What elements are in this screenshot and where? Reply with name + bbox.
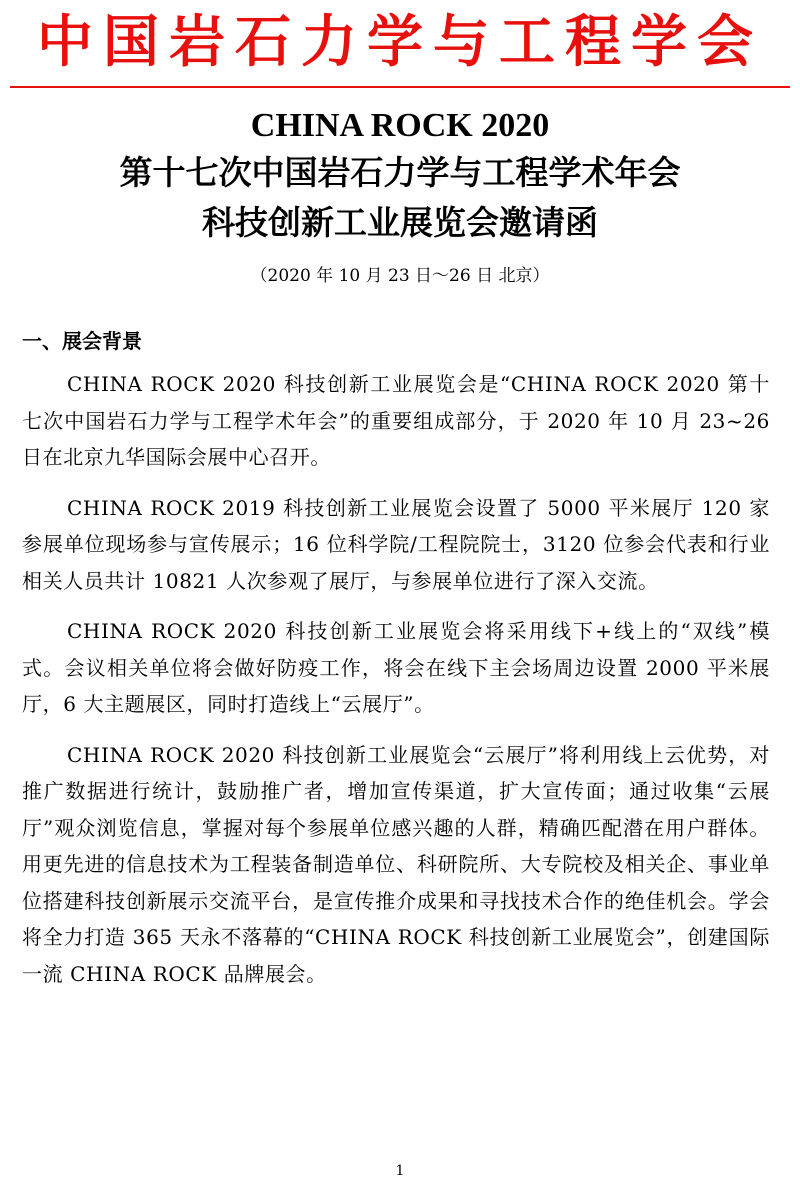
page-number: 1	[395, 1163, 405, 1179]
paragraph: CHINA ROCK 2020 科技创新工业展览会“云展厅”将利用线上云优势，对推广数据进行统计，鼓励推广者，增加宣传渠道，扩大宣传面；通过收集“云展厅”观众浏览信息，掌握对每个参展单位感兴趣的人群，精确匹配潜在用户群体。用更先进的信息技术为工程装备制造单位、科研院所、大专院校及相关企、事业单位搭建科技创新展示交流平台，是宣传推介成果和寻找技术合作的绝佳机会。学会将全力打造 365 天永不落幕的“CHINA ROCK 科技创新工业展览会”，创建国际一流 CHINA ROCK 品牌展会。	[22, 742, 770, 986]
letterhead-org-name: 中国岩石力学与工程学会	[37, 10, 763, 75]
paragraph: CHINA ROCK 2020 科技创新工业展览会将采用线下+线上的“双线”模式。会议相关单位将会做好防疫工作，将会在线下主会场周边设置 2000 平米展厅，6 大主题展区，同时打造线上“云展厅”。	[22, 619, 770, 716]
document-title	[0, 104, 800, 248]
paragraph: CHINA ROCK 2020 科技创新工业展览会是“CHINA ROCK 2020 第十七次中国岩石力学与工程学术年会”的重要组成部分，于 2020 年 10 月 23~26 日在北京九华国际会展中心召开。	[22, 372, 770, 469]
date-location: （2020 年 10 月 23 日～26 日 北京）	[250, 266, 550, 286]
title-line-1: 第十七次中国岩石力学与工程学术年会	[119, 153, 681, 192]
title-line-2: 科技创新工业展览会邀请函	[202, 203, 598, 242]
paragraph: CHINA ROCK 2019 科技创新工业展览会设置了 5000 平米展厅 120 家参展单位现场参与宣传展示；16 位科学院/工程院院士，3120 位参会代表和行业相关人员共计 10821 人次参观了展厅，与参展单位进行了深入交流。	[22, 495, 770, 593]
title-english: CHINA ROCK 2020	[250, 107, 550, 144]
letterhead-divider	[10, 86, 790, 88]
section-body	[22, 366, 770, 1006]
section-heading-background: 一、展会背景	[22, 329, 142, 353]
